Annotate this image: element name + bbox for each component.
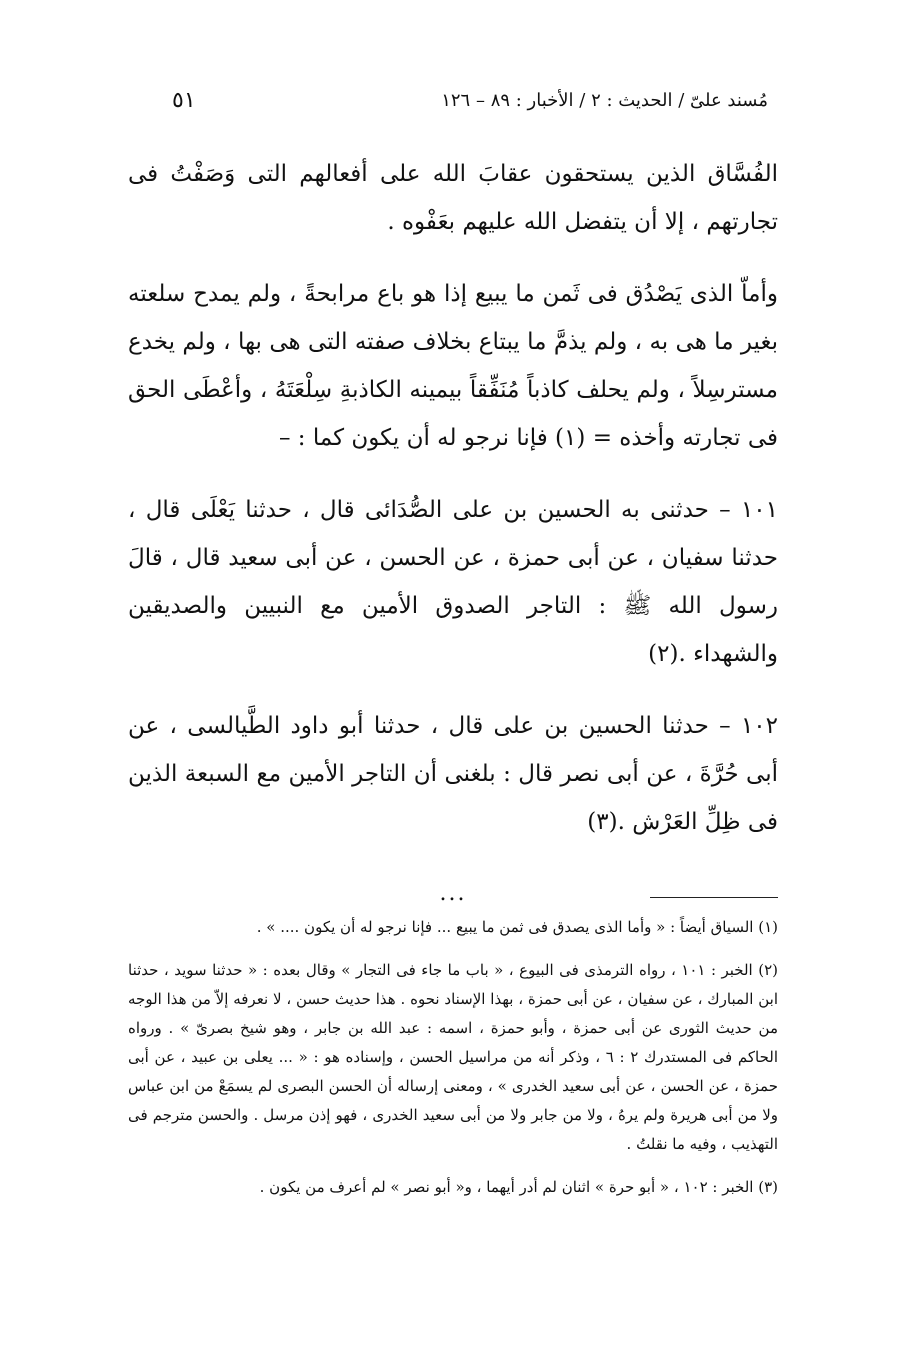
page-number: ٥١ [172, 88, 196, 113]
paragraph: الفُسَّاق الذين يستحقون عقابَ الله على أفعالهم التى وَصَفْتُ فى تجارتهم ، إلا أن يتفضل الله عليهم بعَفْوه . [128, 161, 778, 235]
main-text [128, 150, 778, 918]
footnotes [128, 913, 778, 1216]
footnote-divider [650, 897, 778, 898]
page-header [150, 88, 768, 124]
running-head: مُسند علىّ / الحديث : ٢ / الأخبار : ٨٩ – ١٢٦ [441, 90, 768, 111]
footnote: (١) السياق أيضاً : « وأما الذى يصدق فى ثمن ما يبيع ... فإنا نرجو له أن يكون .... » . [256, 918, 778, 936]
footnote: (٣) الخبر : ١٠٢ ، « أبو حرة » اثنان لم أدر أيهما ، و« أبو نصر » لم أعرف من يكون . [259, 1178, 778, 1196]
footnote: (٢) الخبر : ١٠١ ، رواه الترمذى فى البيوع ، « باب ما جاء فى التجار » وقال بعده : « حدثنا سويد ، حدثنا ابن المبارك ، عن سفيان ، عن أبى حمزة ، بهذا الإسناد نحوه . هذا حديث حسن ، لا نعرفه إلاّ من هذا الوجه من حديث الثورى عن أبى حمزة ، وأبو حمزة ، اسمه : عبد الله بن جابر ، وهو شيخ بصرىّ » . ورواه الحاكم فى المستدرك ٢ : ٦ ، وذكر أنه من مراسيل الحسن ، وإسناده هو : « ... يعلى بن عبيد ، عن أبى حمزة ، عن الحسن ، عن أبى سعيد الخدرى » ، ومعنى إرساله أن الحسن البصرى لم يسمَعْ من ابن عباس ولا من أبى هريرة ولم يرهُ ، ولا من جابر ولا من أبى سعيد الخدرى ، فهو إذن مرسل . والحسن مترجم فى التهذيب ، وفيه ما نقلتُ . [128, 961, 778, 1153]
hadith-paragraph: ١٠٢ – حدثنا الحسين بن على قال ، حدثنا أبو داود الطَّيالسى ، عن أبى حُرَّةَ ، عن أبى نصر قال : بلغنى أن التاجر الأمين مع السبعة الذين فى ظِلِّ العَرْش .(٣) [128, 713, 778, 835]
paragraph: وأماّ الذى يَصْدُق فى ثَمن ما يبيع إذا هو باع مرابحةً ، ولم يمدح سلعته بغير ما هى به ، ولم يذمَّ ما يبتاع بخلاف صفته التى هى بها ، ولم يخدع مسترسِلاً ، ولم يحلف كاذباً مُنَفِّقاً بيمينه الكاذبةِ سِلْعَتَهُ ، وأعْطَى الحق فى تجارته وأخذه = (١) فإنا نرجو له أن يكون كما : – [128, 281, 778, 451]
section-separator: ... [439, 881, 467, 906]
hadith-paragraph: ١٠١ – حدثنى به الحسين بن على الصُّدَائى قال ، حدثنا يَعْلَى قال ، حدثنا سفيان ، عن أبى حمزة ، عن الحسن ، عن أبى سعيد قال ، قالَ رسول الله ﷺ : التاجر الصدوق الأمين مع النبيين والصديقين والشهداء .(٢) [128, 497, 779, 667]
